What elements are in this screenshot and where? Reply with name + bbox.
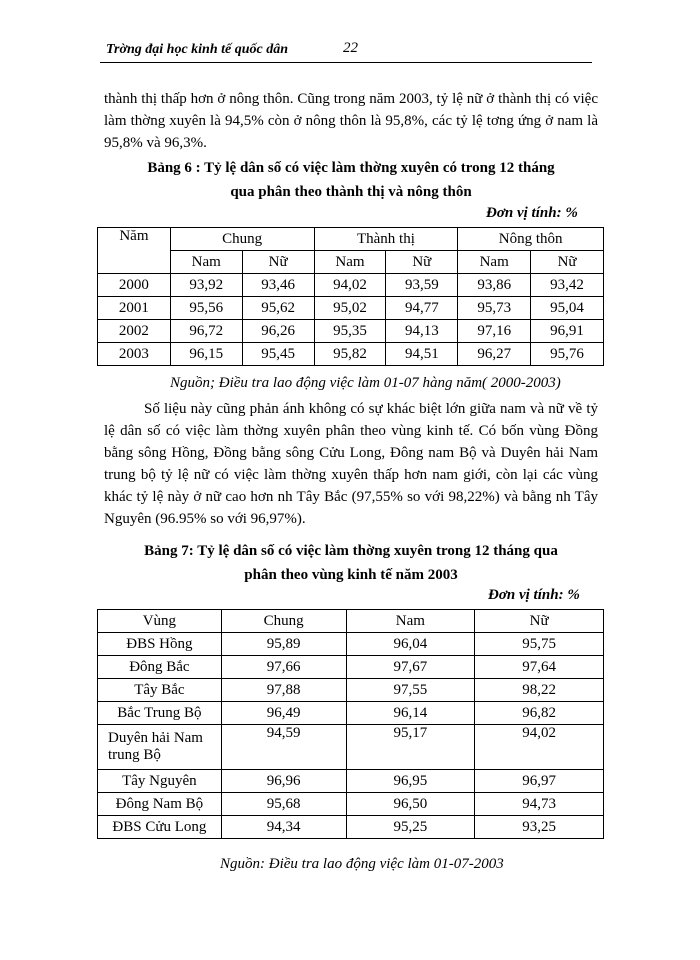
table6-group-nong-thon: Nông thôn <box>458 228 604 251</box>
table7-region-cell: Đông Bắc <box>98 656 222 679</box>
table6-cell: 96,91 <box>531 320 604 343</box>
table6-cell: 93,86 <box>458 274 531 297</box>
table6-header-year: Năm <box>98 228 171 274</box>
paragraph-1-text: thành thị thấp hơn ở nông thôn. Cũng trong năm 2003, tỷ lệ nữ ở thành thị có việc làm thờng xuyên là 94,5% còn ở nông thôn là 95,8%, các tỷ lệ tơng ứng ở nam là 95,8% và 96,3%. <box>104 91 598 151</box>
table7-region-cell: Đông Nam Bộ <box>98 793 222 816</box>
table7-region-cell: ĐBS Cửu Long <box>98 816 222 839</box>
table6-cell: 93,92 <box>170 274 242 297</box>
table-row <box>98 702 604 725</box>
table6-cell: 96,27 <box>458 343 531 366</box>
table7-header-chung: Chung <box>221 610 346 633</box>
table7-header-region: Vùng <box>98 610 222 633</box>
table6-group-chung: Chung <box>170 228 314 251</box>
table7-title-line2: phân theo vùng kinh tế năm 2003 <box>244 567 458 583</box>
table-6 <box>97 227 604 366</box>
table7-cell: 97,64 <box>475 656 604 679</box>
table7-cell: 96,04 <box>346 633 475 656</box>
table-row <box>98 725 604 770</box>
table7-header-nu: Nữ <box>475 610 604 633</box>
table6-year-cell: 2003 <box>98 343 171 366</box>
table6-cell: 93,59 <box>386 274 458 297</box>
table6-cell: 97,16 <box>458 320 531 343</box>
table6-year-cell: 2000 <box>98 274 171 297</box>
table6-title-line2: qua phân theo thành thị và nông thôn <box>230 184 472 200</box>
table6-cell: 95,45 <box>242 343 314 366</box>
table7-cell: 96,50 <box>346 793 475 816</box>
table7-cell: 96,49 <box>221 702 346 725</box>
table6-cell: 95,76 <box>531 343 604 366</box>
table6-group-thanh-thi: Thành thị <box>314 228 458 251</box>
table6-subheader: Nam <box>458 251 531 274</box>
table6-cell: 94,13 <box>386 320 458 343</box>
page-number: 22 <box>343 40 358 56</box>
table-row <box>98 320 604 343</box>
table-row <box>98 679 604 702</box>
table7-title-line1: Bảng 7: Tỷ lệ dân số có việc làm thờng xuyên trong 12 tháng qua <box>144 543 558 559</box>
table7-cell: 96,82 <box>475 702 604 725</box>
table6-subheader: Nữ <box>386 251 458 274</box>
table7-cell: 96,14 <box>346 702 475 725</box>
page-header <box>100 42 592 63</box>
table7-cell: 95,75 <box>475 633 604 656</box>
table7-region-cell: Duyên hải Nam trung Bộ <box>98 725 222 770</box>
table-7 <box>97 609 604 839</box>
table6-cell: 95,62 <box>242 297 314 320</box>
paragraph-2 <box>104 398 598 530</box>
table7-cell: 97,67 <box>346 656 475 679</box>
table-row <box>98 816 604 839</box>
table6-cell: 96,72 <box>170 320 242 343</box>
paragraph-1 <box>104 88 598 154</box>
table-row <box>98 793 604 816</box>
table7-unit: Đơn vị tính: % <box>488 587 580 603</box>
table6-title-line1: Bảng 6 : Tỷ lệ dân số có việc làm thờng xuyên có trong 12 tháng <box>147 160 555 176</box>
table7-cell: 93,25 <box>475 816 604 839</box>
header-school-name: Trờng đại học kinh tế quốc dân <box>106 42 289 57</box>
table6-cell: 95,04 <box>531 297 604 320</box>
table-row <box>98 633 604 656</box>
table7-cell: 97,55 <box>346 679 475 702</box>
table7-cell: 95,25 <box>346 816 475 839</box>
table7-cell: 98,22 <box>475 679 604 702</box>
table7-region-cell: Tây Nguyên <box>98 770 222 793</box>
table7-source: Nguồn: Điều tra lao động việc làm 01-07-2003 <box>220 856 504 872</box>
table-row <box>98 656 604 679</box>
table6-cell: 96,15 <box>170 343 242 366</box>
table6-cell: 94,77 <box>386 297 458 320</box>
table6-subheader: Nữ <box>242 251 314 274</box>
table7-cell: 97,88 <box>221 679 346 702</box>
table6-cell: 95,02 <box>314 297 386 320</box>
table6-year-cell: 2002 <box>98 320 171 343</box>
table6-unit: Đơn vị tính: % <box>486 205 578 221</box>
table6-cell: 93,42 <box>531 274 604 297</box>
table7-cell: 94,73 <box>475 793 604 816</box>
table7-cell: 95,89 <box>221 633 346 656</box>
table6-cell: 94,02 <box>314 274 386 297</box>
table6-cell: 95,82 <box>314 343 386 366</box>
table7-cell: 96,97 <box>475 770 604 793</box>
table7-cell: 95,68 <box>221 793 346 816</box>
table7-region-cell: Tây Bắc <box>98 679 222 702</box>
table7-cell: 94,02 <box>475 725 604 770</box>
table7-header-nam: Nam <box>346 610 475 633</box>
table6-cell: 96,26 <box>242 320 314 343</box>
table7-region-cell: ĐBS Hồng <box>98 633 222 656</box>
table6-subheader: Nam <box>170 251 242 274</box>
paragraph-2-text: Số liệu này cũng phản ánh không có sự khác biệt lớn giữa nam và nữ về tỷ lệ dân số có việc làm thờng xuyên phân theo vùng kinh tế. Có bốn vùng Đồng bằng sông Hồng, Đồng bằng sông Cửu Long, Đông nam Bộ và Duyên hải Nam trung bộ tỷ lệ nữ có việc làm thờng xuyên thấp hơn nam giới, còn lại các vùng khác tỷ lệ này ở nữ cao hơn nh Tây Bắc (97,55% so với 98,22%) và bằng nh Tây Nguyên (96.95% so với 96,97%). <box>104 401 598 527</box>
table7-cell: 97,66 <box>221 656 346 679</box>
table7-cell: 94,59 <box>221 725 346 770</box>
table-row <box>98 770 604 793</box>
table7-cell: 96,96 <box>221 770 346 793</box>
table-row <box>98 297 604 320</box>
table6-year-cell: 2001 <box>98 297 171 320</box>
table7-cell: 95,17 <box>346 725 475 770</box>
table6-cell: 95,35 <box>314 320 386 343</box>
table7-cell: 96,95 <box>346 770 475 793</box>
table7-region-cell: Bắc Trung Bộ <box>98 702 222 725</box>
table-row <box>98 343 604 366</box>
table6-cell: 93,46 <box>242 274 314 297</box>
table7-cell: 94,34 <box>221 816 346 839</box>
table6-source: Nguồn; Điều tra lao động việc làm 01-07 hàng năm( 2000-2003) <box>170 375 561 391</box>
table6-subheader: Nữ <box>531 251 604 274</box>
table6-cell: 95,73 <box>458 297 531 320</box>
table6-cell: 95,56 <box>170 297 242 320</box>
table6-subheader: Nam <box>314 251 386 274</box>
table-row <box>98 274 604 297</box>
table6-cell: 94,51 <box>386 343 458 366</box>
